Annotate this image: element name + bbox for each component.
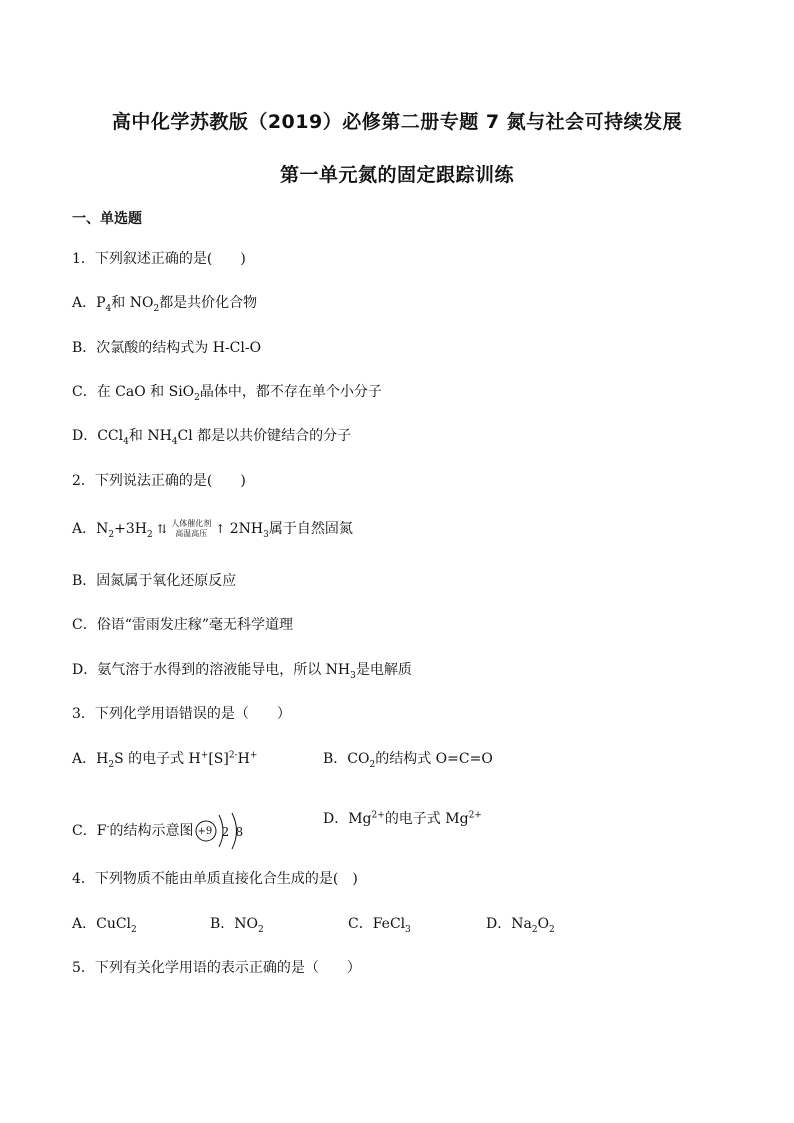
arrow-up-icon: ↑ [215,522,226,536]
q4-option-a: A．CuCl$_2$ [72,916,137,935]
title-line-2: 第一单元氮的固定跟踪训练 [279,164,514,186]
q4-option-b: B．$NO_2$ [210,916,264,935]
q3-option-d: D．$Mg^{2+}$的电子式 $Mg^{2+}$ [323,810,482,827]
q4-stem: 4．下列物质不能由单质直接化合生成的是( ) [72,871,358,887]
title-line-1: 高中化学苏教版（2019）必修第二册专题 7 氮与社会可持续发展 [111,111,683,133]
q1-option-c: C．在 CaO 和 SiO$_2$晶体中，都不存在单个小分子 [72,384,382,403]
q2-option-a: A．$N_2+3H_2$ ⇅ 人体催化剂 高温高压 ↑ $2NH_3$属于自然固氮 [72,519,353,540]
reaction-conditions: 人体催化剂 高温高压 [171,519,212,538]
q2-option-b: B．固氮属于氧化还原反应 [72,573,237,589]
q1-option-a: A．$P_4$和 $NO_2$都是共价化合物 [72,295,258,314]
q2-stem: 2．下列说法正确的是( ) [72,473,246,489]
shell-2-electrons: 8 [235,825,244,839]
q2-option-c: C．俗语“雷雨发庄稼”毫无科学道理 [72,617,294,633]
q3-option-b: B．$CO_2$的结构式 O=C=O [323,751,493,770]
q3-stem: 3．下列化学用语错误的是（ ） [72,706,291,722]
nucleus-charge: +9 [197,826,213,837]
shell-1-electrons: 2 [221,825,230,839]
q3-option-c: C．F-的结构示意图 +9 2 8 [72,809,251,853]
q1-option-d: D．CCl$_4$和 $NH_4Cl$ 都是以共价键结合的分子 [72,428,352,447]
fluoride-atom-structure-diagram [195,809,251,853]
q4-option-d: D．$Na_2O_2$ [486,916,555,935]
q3-option-a: A．$H_2S$ 的电子式 $H^+[S]^{2-}H^+$ [72,750,258,770]
reversible-arrow-left-icon: ⇅ [157,522,168,536]
q2-option-d: D．氨气溶于水得到的溶液能导电，所以 $NH_3$是电解质 [72,662,412,681]
q5-stem: 5．下列有关化学用语的表示正确的是（ ） [72,960,361,976]
q1-option-b: B．次氯酸的结构式为 H-Cl-O [72,340,262,356]
q1-stem: 1．下列叙述正确的是( ) [72,251,246,267]
q4-option-c: C．FeCl$_3$ [348,916,411,935]
section-heading: 一、单选题 [72,211,142,227]
